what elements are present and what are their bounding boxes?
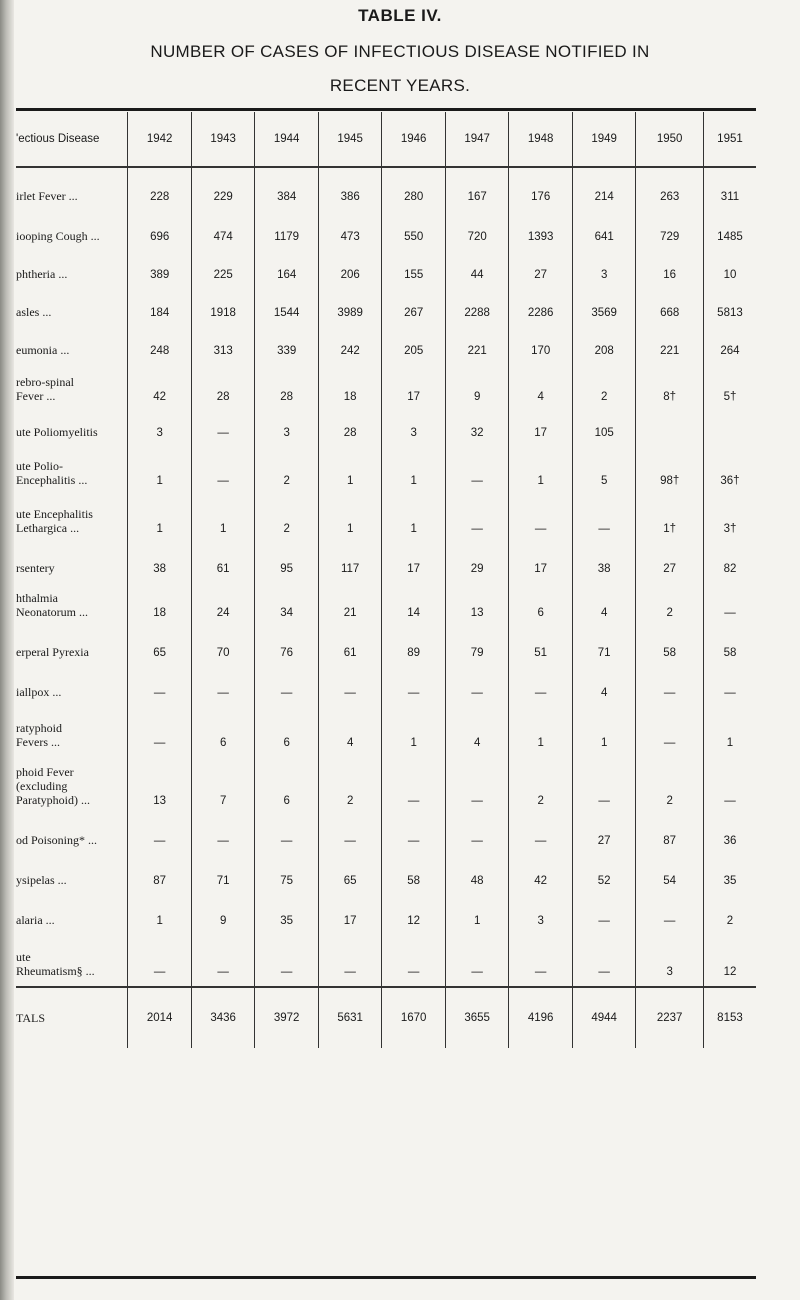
case-count-cell: 76 [255,627,319,667]
table-row [16,707,756,757]
disease-name: phtheria ... [16,267,68,281]
case-count-cell: — [255,815,319,855]
case-count-cell: 155 [382,251,446,289]
table-row [16,411,756,447]
case-count-cell: 339 [255,327,319,365]
case-count-cell: 12 [703,935,756,987]
case-count-cell: 5 [572,447,636,495]
case-count-cell: 1485 [703,211,756,251]
column-header-year: 1946 [382,112,446,167]
table-row [16,447,756,495]
case-count-cell: 36† [703,447,756,495]
case-count-cell: 229 [191,167,255,211]
case-count-cell: 176 [509,167,573,211]
case-count-cell: 4 [445,707,509,757]
case-count-cell: — [572,895,636,935]
case-count-cell: — [255,935,319,987]
case-count-cell: — [191,815,255,855]
case-count-cell: — [445,757,509,815]
case-count-cell: 16 [636,251,704,289]
case-count-cell: 264 [703,327,756,365]
disease-name: rsentery [16,561,55,575]
case-count-cell: 1918 [191,289,255,327]
case-count-cell: 641 [572,211,636,251]
case-count-cell: 1 [382,707,446,757]
case-count-cell: 61 [318,627,382,667]
case-count-cell: 206 [318,251,382,289]
case-count-cell: — [445,495,509,543]
case-count-cell: 17 [382,543,446,583]
case-count-cell: 313 [191,327,255,365]
case-count-cell: — [703,583,756,627]
table-row [16,327,756,365]
case-count-cell: 58 [382,855,446,895]
disease-name: ysipelas ... [16,873,67,887]
case-count-cell: 65 [318,855,382,895]
case-count-cell: 280 [382,167,446,211]
case-count-cell: 2288 [445,289,509,327]
case-count-cell: 696 [128,211,192,251]
case-count-cell: — [318,935,382,987]
disease-name: ratyphoid Fevers ... [16,721,62,749]
case-count-cell: 1544 [255,289,319,327]
case-count-cell: 3 [572,251,636,289]
table-row [16,935,756,987]
case-count-cell: 3 [636,935,704,987]
case-count-cell: — [509,935,573,987]
case-count-cell: 225 [191,251,255,289]
case-count-cell: 48 [445,855,509,895]
case-count-cell: 1 [703,707,756,757]
case-count-cell: — [445,935,509,987]
case-count-cell: — [636,707,704,757]
case-count-cell: 54 [636,855,704,895]
case-count-cell: 2 [636,583,704,627]
case-count-cell: — [509,667,573,707]
case-count-cell: 1† [636,495,704,543]
case-count-cell: 248 [128,327,192,365]
case-count-cell: 473 [318,211,382,251]
case-count-cell: 44 [445,251,509,289]
case-count-cell: — [703,667,756,707]
case-count-cell: 13 [445,583,509,627]
case-count-cell: 164 [255,251,319,289]
disease-name: eumonia ... [16,343,70,357]
column-header-year: 1943 [191,112,255,167]
table-row [16,667,756,707]
case-count-cell: — [191,447,255,495]
disease-name: hthalmia Neonatorum ... [16,591,88,619]
case-count-cell: 2286 [509,289,573,327]
case-count-cell: — [382,757,446,815]
case-count-cell: 42 [128,365,192,411]
table-bottom-rule [16,1276,756,1279]
disease-name: asles ... [16,305,52,319]
case-count-cell: 28 [318,411,382,447]
case-count-cell: 720 [445,211,509,251]
case-count-cell: 29 [445,543,509,583]
total-cell: 2237 [636,987,704,1048]
case-count-cell: 208 [572,327,636,365]
case-count-cell: 35 [703,855,756,895]
case-count-cell: 89 [382,627,446,667]
disease-name: ute Poliomyelitis [16,425,98,439]
case-count-cell: — [128,935,192,987]
case-count-cell: 51 [509,627,573,667]
column-header-year: 1942 [128,112,192,167]
case-count-cell: 3 [255,411,319,447]
case-count-cell: 7 [191,757,255,815]
table-row [16,757,756,815]
total-cell: 3436 [191,987,255,1048]
disease-name: ute Polio- Encephalitis ... [16,459,88,487]
table-row [16,627,756,667]
case-count-cell: 242 [318,327,382,365]
disease-name: iooping Cough ... [16,229,100,243]
case-count-cell: 2 [255,495,319,543]
case-count-cell: 2 [255,447,319,495]
table-top-rule [16,108,756,111]
column-header-year: 1950 [636,112,704,167]
case-count-cell: 1 [318,495,382,543]
case-count-cell: 61 [191,543,255,583]
page-binding-shadow [0,0,14,1300]
case-count-cell [636,411,704,447]
case-count-cell: 34 [255,583,319,627]
column-header-year: 1949 [572,112,636,167]
case-count-cell: 2 [318,757,382,815]
disease-name: ute Encephalitis Lethargica ... [16,507,93,535]
case-count-cell: — [445,447,509,495]
case-count-cell: 384 [255,167,319,211]
case-count-cell: — [572,757,636,815]
case-count-cell: 98† [636,447,704,495]
case-count-cell: 42 [509,855,573,895]
case-count-cell: 4 [318,707,382,757]
case-count-cell: — [318,667,382,707]
case-count-cell: 1 [509,447,573,495]
table-row [16,583,756,627]
disease-name: rebro-spinal Fever ... [16,375,74,403]
case-count-cell: 70 [191,627,255,667]
table-row [16,365,756,411]
case-count-cell: — [382,935,446,987]
case-count-cell: 10 [703,251,756,289]
case-count-cell: 311 [703,167,756,211]
case-count-cell: 27 [572,815,636,855]
case-count-cell: 1 [509,707,573,757]
case-count-cell: 3 [509,895,573,935]
table-row [16,211,756,251]
case-count-cell: 3 [382,411,446,447]
case-count-cell: — [128,667,192,707]
case-count-cell: — [318,815,382,855]
column-header-disease: 'ectious Disease [16,112,128,167]
table-row [16,495,756,543]
case-count-cell: 3 [128,411,192,447]
case-count-cell: 668 [636,289,704,327]
header-row [16,112,756,167]
case-count-cell: — [128,815,192,855]
case-count-cell: — [445,815,509,855]
column-header-year: 1944 [255,112,319,167]
case-count-cell: 6 [191,707,255,757]
case-count-cell: — [382,815,446,855]
disease-name: iallpox ... [16,685,62,699]
case-count-cell: — [572,935,636,987]
case-count-cell: 9 [445,365,509,411]
disease-name: alaria ... [16,913,55,927]
case-count-cell: 2 [509,757,573,815]
case-count-cell: 18 [128,583,192,627]
case-count-cell: 95 [255,543,319,583]
case-count-cell: 263 [636,167,704,211]
case-count-cell: 228 [128,167,192,211]
case-count-cell: — [636,895,704,935]
case-count-cell: 1 [128,495,192,543]
case-count-cell: 27 [509,251,573,289]
disease-name: ute Rheumatism§ ... [16,950,95,978]
case-count-cell: 2 [703,895,756,935]
case-count-cell: 38 [572,543,636,583]
case-count-cell: 38 [128,543,192,583]
case-count-cell: 214 [572,167,636,211]
case-count-cell: 28 [255,365,319,411]
case-count-cell: 4 [572,583,636,627]
case-count-cell: — [128,707,192,757]
disease-table-container [16,112,756,1278]
total-cell: 3972 [255,987,319,1048]
table-row [16,815,756,855]
case-count-cell: 75 [255,855,319,895]
case-count-cell: 13 [128,757,192,815]
case-count-cell: 79 [445,627,509,667]
case-count-cell: 105 [572,411,636,447]
case-count-cell: 1 [191,495,255,543]
total-cell: 8153 [703,987,756,1048]
case-count-cell: 4 [509,365,573,411]
column-header-year: 1951 [703,112,756,167]
case-count-cell: 5813 [703,289,756,327]
totals-label: TALS [16,987,128,1048]
case-count-cell: — [191,935,255,987]
case-count-cell: 5† [703,365,756,411]
case-count-cell: 1 [128,447,192,495]
case-count-cell: 1393 [509,211,573,251]
case-count-cell: — [636,667,704,707]
case-count-cell: 205 [382,327,446,365]
case-count-cell: 3569 [572,289,636,327]
case-count-cell: 1 [128,895,192,935]
case-count-cell: 24 [191,583,255,627]
disease-name: irlet Fever ... [16,189,78,203]
case-count-cell: 1 [445,895,509,935]
disease-name: od Poisoning* ... [16,833,98,847]
case-count-cell: 87 [636,815,704,855]
case-count-cell: 1 [318,447,382,495]
case-count-cell: — [255,667,319,707]
case-count-cell: 729 [636,211,704,251]
case-count-cell: 27 [636,543,704,583]
case-count-cell: 58 [636,627,704,667]
disease-name: erperal Pyrexia [16,645,89,659]
case-count-cell: 14 [382,583,446,627]
case-count-cell: 32 [445,411,509,447]
table-label: TABLE IV. [358,6,442,25]
total-cell: 4944 [572,987,636,1048]
case-count-cell: 1179 [255,211,319,251]
total-cell: 1670 [382,987,446,1048]
case-count-cell: 386 [318,167,382,211]
table-row [16,895,756,935]
total-cell: 4196 [509,987,573,1048]
case-count-cell: 36 [703,815,756,855]
case-count-cell: 3† [703,495,756,543]
total-cell: 2014 [128,987,192,1048]
case-count-cell: 17 [318,895,382,935]
case-count-cell: 28 [191,365,255,411]
case-count-cell: 12 [382,895,446,935]
case-count-cell: — [572,495,636,543]
table-row [16,855,756,895]
case-count-cell: 87 [128,855,192,895]
case-count-cell: 35 [255,895,319,935]
case-count-cell: — [509,495,573,543]
column-header-year: 1948 [509,112,573,167]
case-count-cell [703,411,756,447]
case-count-cell: — [191,667,255,707]
case-count-cell: 117 [318,543,382,583]
case-count-cell: 167 [445,167,509,211]
case-count-cell: 21 [318,583,382,627]
case-count-cell: — [382,667,446,707]
case-count-cell: 221 [636,327,704,365]
disease-name: phoid Fever (excluding Paratyphoid) ... [16,765,90,807]
case-count-cell: 71 [191,855,255,895]
case-count-cell: — [703,757,756,815]
total-cell: 3655 [445,987,509,1048]
case-count-cell: 1 [572,707,636,757]
total-cell: 5631 [318,987,382,1048]
table-title-line-2: RECENT YEARS. [329,76,471,95]
case-count-cell: 9 [191,895,255,935]
case-count-cell: 4 [572,667,636,707]
case-count-cell: 221 [445,327,509,365]
column-header-year: 1945 [318,112,382,167]
case-count-cell: 1 [382,447,446,495]
column-header-year: 1947 [445,112,509,167]
table-row [16,167,756,211]
case-count-cell: 184 [128,289,192,327]
case-count-cell: 1 [382,495,446,543]
case-count-cell: 474 [191,211,255,251]
case-count-cell: 8† [636,365,704,411]
case-count-cell: — [509,815,573,855]
case-count-cell: 17 [509,411,573,447]
totals-row [16,987,756,1048]
case-count-cell: 267 [382,289,446,327]
case-count-cell: 17 [509,543,573,583]
case-count-cell: 6 [509,583,573,627]
case-count-cell: 6 [255,757,319,815]
case-count-cell: 65 [128,627,192,667]
table-title-line-1: NUMBER OF CASES OF INFECTIOUS DISEASE NOTIFIED IN [150,42,650,61]
case-count-cell: 6 [255,707,319,757]
case-count-cell: 2 [636,757,704,815]
case-count-cell: — [191,411,255,447]
case-count-cell: 18 [318,365,382,411]
case-count-cell: 389 [128,251,192,289]
case-count-cell: 17 [382,365,446,411]
case-count-cell: 58 [703,627,756,667]
disease-table [16,112,756,1048]
table-row [16,543,756,583]
case-count-cell: 3989 [318,289,382,327]
table-row [16,251,756,289]
case-count-cell: — [445,667,509,707]
case-count-cell: 52 [572,855,636,895]
case-count-cell: 71 [572,627,636,667]
table-row [16,289,756,327]
case-count-cell: 550 [382,211,446,251]
case-count-cell: 82 [703,543,756,583]
case-count-cell: 2 [572,365,636,411]
case-count-cell: 170 [509,327,573,365]
